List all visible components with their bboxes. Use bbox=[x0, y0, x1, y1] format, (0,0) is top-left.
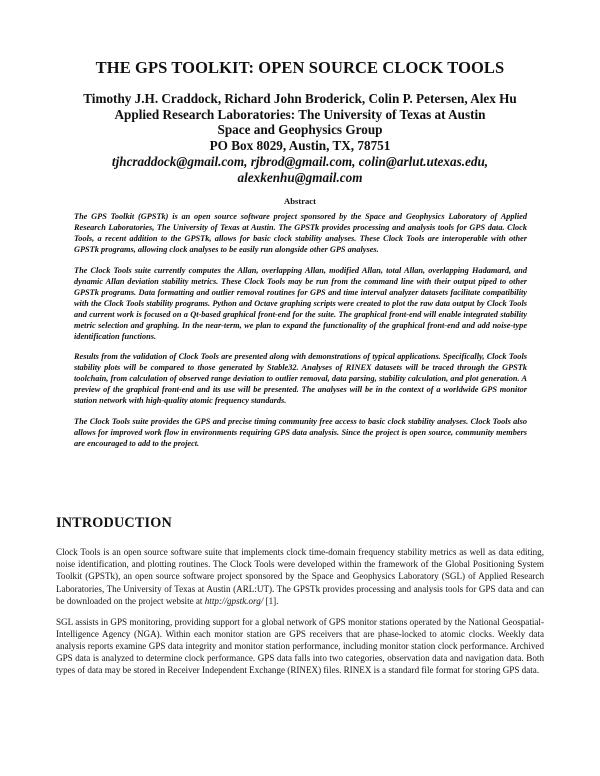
project-website-link[interactable]: http://gpstk.org/ bbox=[204, 595, 264, 606]
author-emails bbox=[40, 154, 560, 185]
author-affiliation-block bbox=[40, 91, 560, 153]
body-paragraph bbox=[56, 546, 544, 607]
body-text-span: Clock Tools is an open source software suite that implements clock time-domain frequency stability metrics as well as data editing, noise identification, and plotting routines. The Clock Tools were developed within the framework of the Global Positioning System Toolkit (GPSTk), an open source software project sponsored by the Space and Geophysics Laboratory (SGL) of Applied Research Laboratories, The University of Texas at Austin (ARL:UT). The GPSTk provides processing and analysis tools for GPS data and can be downloaded on the project website at bbox=[56, 547, 544, 606]
abstract-paragraph: The Clock Tools suite provides the GPS and precise timing community free access to basic clock stability analyses. Clock Tools also allows for improved work flow in environments requiring GPS data analysis. Since the project is open source, community members are encouraged to add to the project. bbox=[74, 416, 527, 448]
abstract-paragraph: The Clock Tools suite currently computes the Allan, overlapping Allan, modified Allan, total Allan, overlapping Hadamard, and dynamic Allan deviation stability metrics. These Clock Tools may be run from the command line with their output piped to other GPSTk programs. Data formatting and outlier removal routines for GPS and time interval analyzer datasets facilitate compatibility with the Clock Tools stability programs. Python and Octave graphing scripts were created to plot the raw data output by Clock Tools and current work is focused on a Qt-based graphical front-end for the suite. The graphical front-end will enable integrated stability metric selection and graphing. In the near-term, we plan to expand the functionality of the graphical front-end and add noise-type identification functions. bbox=[74, 265, 527, 341]
abstract-heading: Abstract bbox=[284, 196, 316, 206]
abstract-paragraph: Results from the validation of Clock Tools are presented along with demonstrations of typical applications. Specifically, Clock Tools stability plots will be compared to those generated by Stable32. Analyses of RINEX datasets will be traced through the GPSTk toolchain, from calculation of observed range deviation to outlier removal, data parsing, stability calculation, and plot generation. A preview of the graphical front-end and its use will be presented. The analyses will be in the context of a worldwide GPS monitor station network with high-quality atomic frequency standards. bbox=[74, 352, 527, 405]
citation-text: [1]. bbox=[263, 595, 279, 606]
abstract-paragraph: The GPS Toolkit (GPSTk) is an open source software project sponsored by the Space and Geophysics Laboratory of Applied Research Laboratories, The University of Texas at Austin. The GPSTk provides processing and analysis tools for GPS data. Clock Tools, a recent addition to the GPSTk, allows for basic clock stability analyses. These Clock Tools are interoperable with other GPSTk programs, allowing clock analyses to be easily run alongside other GPS analyses. bbox=[74, 212, 527, 254]
body-paragraph: SGL assists in GPS monitoring, providing support for a global network of GPS monitor stations operated by the National Geospatial-Intelligence Agency (NGA). Within each monitor station are GPS receivers that are phase-locked to atomic clocks. Weekly data analysis reports examine GPS data integrity and monitor station performance, including monitor station clock performance. Archived GPS data is analyzed to determine clock performance. GPS data falls into two categories, observation data and navigation data. Both types of data may be stored in Receiver Independent Exchange (RINEX) files. RINEX is a standard file format for storing GPS data. bbox=[56, 616, 544, 676]
paper-title: THE GPS TOOLKIT: OPEN SOURCE CLOCK TOOLS bbox=[95, 58, 505, 77]
address-line: PO Box 8029, Austin, TX, 78751 bbox=[209, 137, 391, 153]
abstract-body bbox=[74, 211, 527, 458]
introduction-body bbox=[56, 546, 544, 685]
authors-line: Timothy J.H. Craddock, Richard John Broderick, Colin P. Petersen, Alex Hu bbox=[83, 91, 517, 106]
email-line: alexkenhu@gmail.com bbox=[237, 169, 363, 185]
group-line: Space and Geophysics Group bbox=[217, 122, 383, 137]
affiliation-line: Applied Research Laboratories: The University of Texas at Austin bbox=[114, 106, 486, 122]
introduction-heading: INTRODUCTION bbox=[56, 515, 172, 531]
email-line: tjhcraddock@gmail.com, rjbrod@gmail.com, colin@arlut.utexas.edu, bbox=[111, 154, 489, 169]
